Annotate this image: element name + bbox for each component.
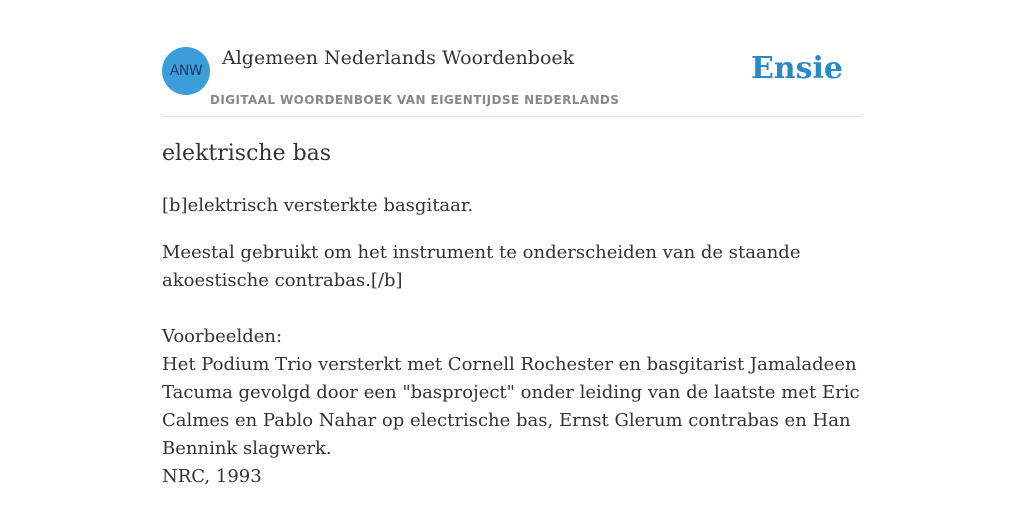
site-subtitle: DIGITAAL WOORDENBOEK VAN EIGENTIJDSE NEDERLANDS — [210, 93, 620, 107]
examples-block — [162, 323, 872, 491]
entry-content — [162, 138, 872, 491]
example-text: Het Podium Trio versterkt met Cornell Rochester en basgitarist Jamaladeen Tacuma gevolgd door een "basproject" onder leiding van de laatste met Eric Calmes en Pablo Nahar op electrische bas, Ernst Glerum contrabas en Han Bennink slagwerk. — [162, 354, 860, 459]
site-title[interactable]: Algemeen Nederlands Woordenboek — [222, 47, 575, 69]
entry-definition: [b]elektrisch versterkte basgitaar. — [162, 195, 474, 216]
anw-logo[interactable]: ANW — [162, 47, 210, 95]
header — [162, 45, 862, 117]
examples-label: Voorbeelden: — [162, 326, 283, 347]
ensie-logo-link[interactable]: Ensie — [750, 51, 843, 86]
entry-title: elektrische bas — [162, 141, 332, 166]
example-source: NRC, 1993 — [162, 466, 262, 487]
entry-note: Meestal gebruikt om het instrument te onderscheiden van de staande akoestische contrabas.[/b] — [162, 242, 801, 291]
